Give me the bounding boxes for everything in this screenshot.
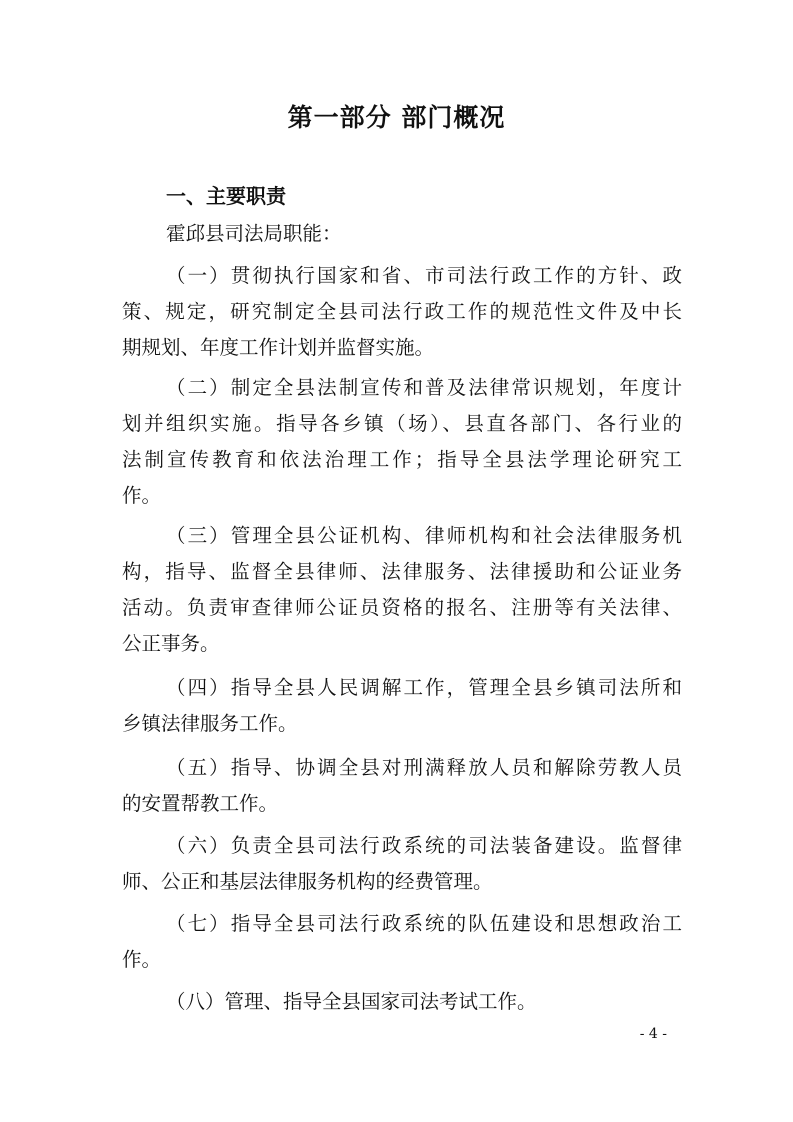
intro-line: 霍邱县司法局职能： <box>166 222 342 245</box>
paragraph-2-line-2: 划并组织实施。指导各乡镇（场）、县直各部门、各行业的 <box>122 412 682 435</box>
paragraph-6-line-1: （六）负责全县司法行政系统的司法装备建设。监督律 <box>166 834 682 857</box>
paragraph-1-line-1: （一）贯彻执行国家和省、市司法行政工作的方针、政 <box>166 264 682 287</box>
paragraph-4-line-2: 乡镇法律服务工作。 <box>122 712 298 735</box>
page-title: 第一部分 部门概况 <box>287 103 506 132</box>
section-heading-main-duties: 一、主要职责 <box>166 184 286 208</box>
paragraph-2-line-4: 作。 <box>122 484 162 507</box>
page-number: - 4 - <box>639 1026 667 1042</box>
paragraph-1-line-2: 策、规定，研究制定全县司法行政工作的规范性文件及中长 <box>122 300 682 323</box>
paragraph-2-line-3: 法制宣传教育和依法治理工作；指导全县法学理论研究工 <box>122 448 682 471</box>
paragraph-7-line-1: （七）指导全县司法行政系统的队伍建设和思想政治工 <box>166 912 682 935</box>
paragraph-3-line-3: 活动。负责审查律师公证员资格的报名、注册等有关法律、 <box>122 596 682 619</box>
paragraph-6-line-2: 师、公正和基层法律服务机构的经费管理。 <box>122 870 493 893</box>
paragraph-4-line-1: （四）指导全县人民调解工作，管理全县乡镇司法所和 <box>166 676 682 699</box>
paragraph-8-line-1: （八）管理、指导全县国家司法考试工作。 <box>166 990 537 1013</box>
paragraph-7-line-2: 作。 <box>122 948 162 971</box>
paragraph-5-line-1: （五）指导、协调全县对刑满释放人员和解除劳教人员 <box>166 756 682 779</box>
paragraph-2-line-1: （二）制定全县法制宣传和普及法律常识规划，年度计 <box>166 376 682 399</box>
paragraph-3-line-4: 公正事务。 <box>122 632 220 655</box>
paragraph-1-line-3: 期规划、年度工作计划并监督实施。 <box>122 336 435 359</box>
paragraph-3-line-1: （三）管理全县公证机构、律师机构和社会法律服务机 <box>166 524 682 547</box>
paragraph-5-line-2: 的安置帮教工作。 <box>122 792 279 815</box>
paragraph-3-line-2: 构，指导、监督全县律师、法律服务、法律援助和公证业务 <box>122 560 682 583</box>
